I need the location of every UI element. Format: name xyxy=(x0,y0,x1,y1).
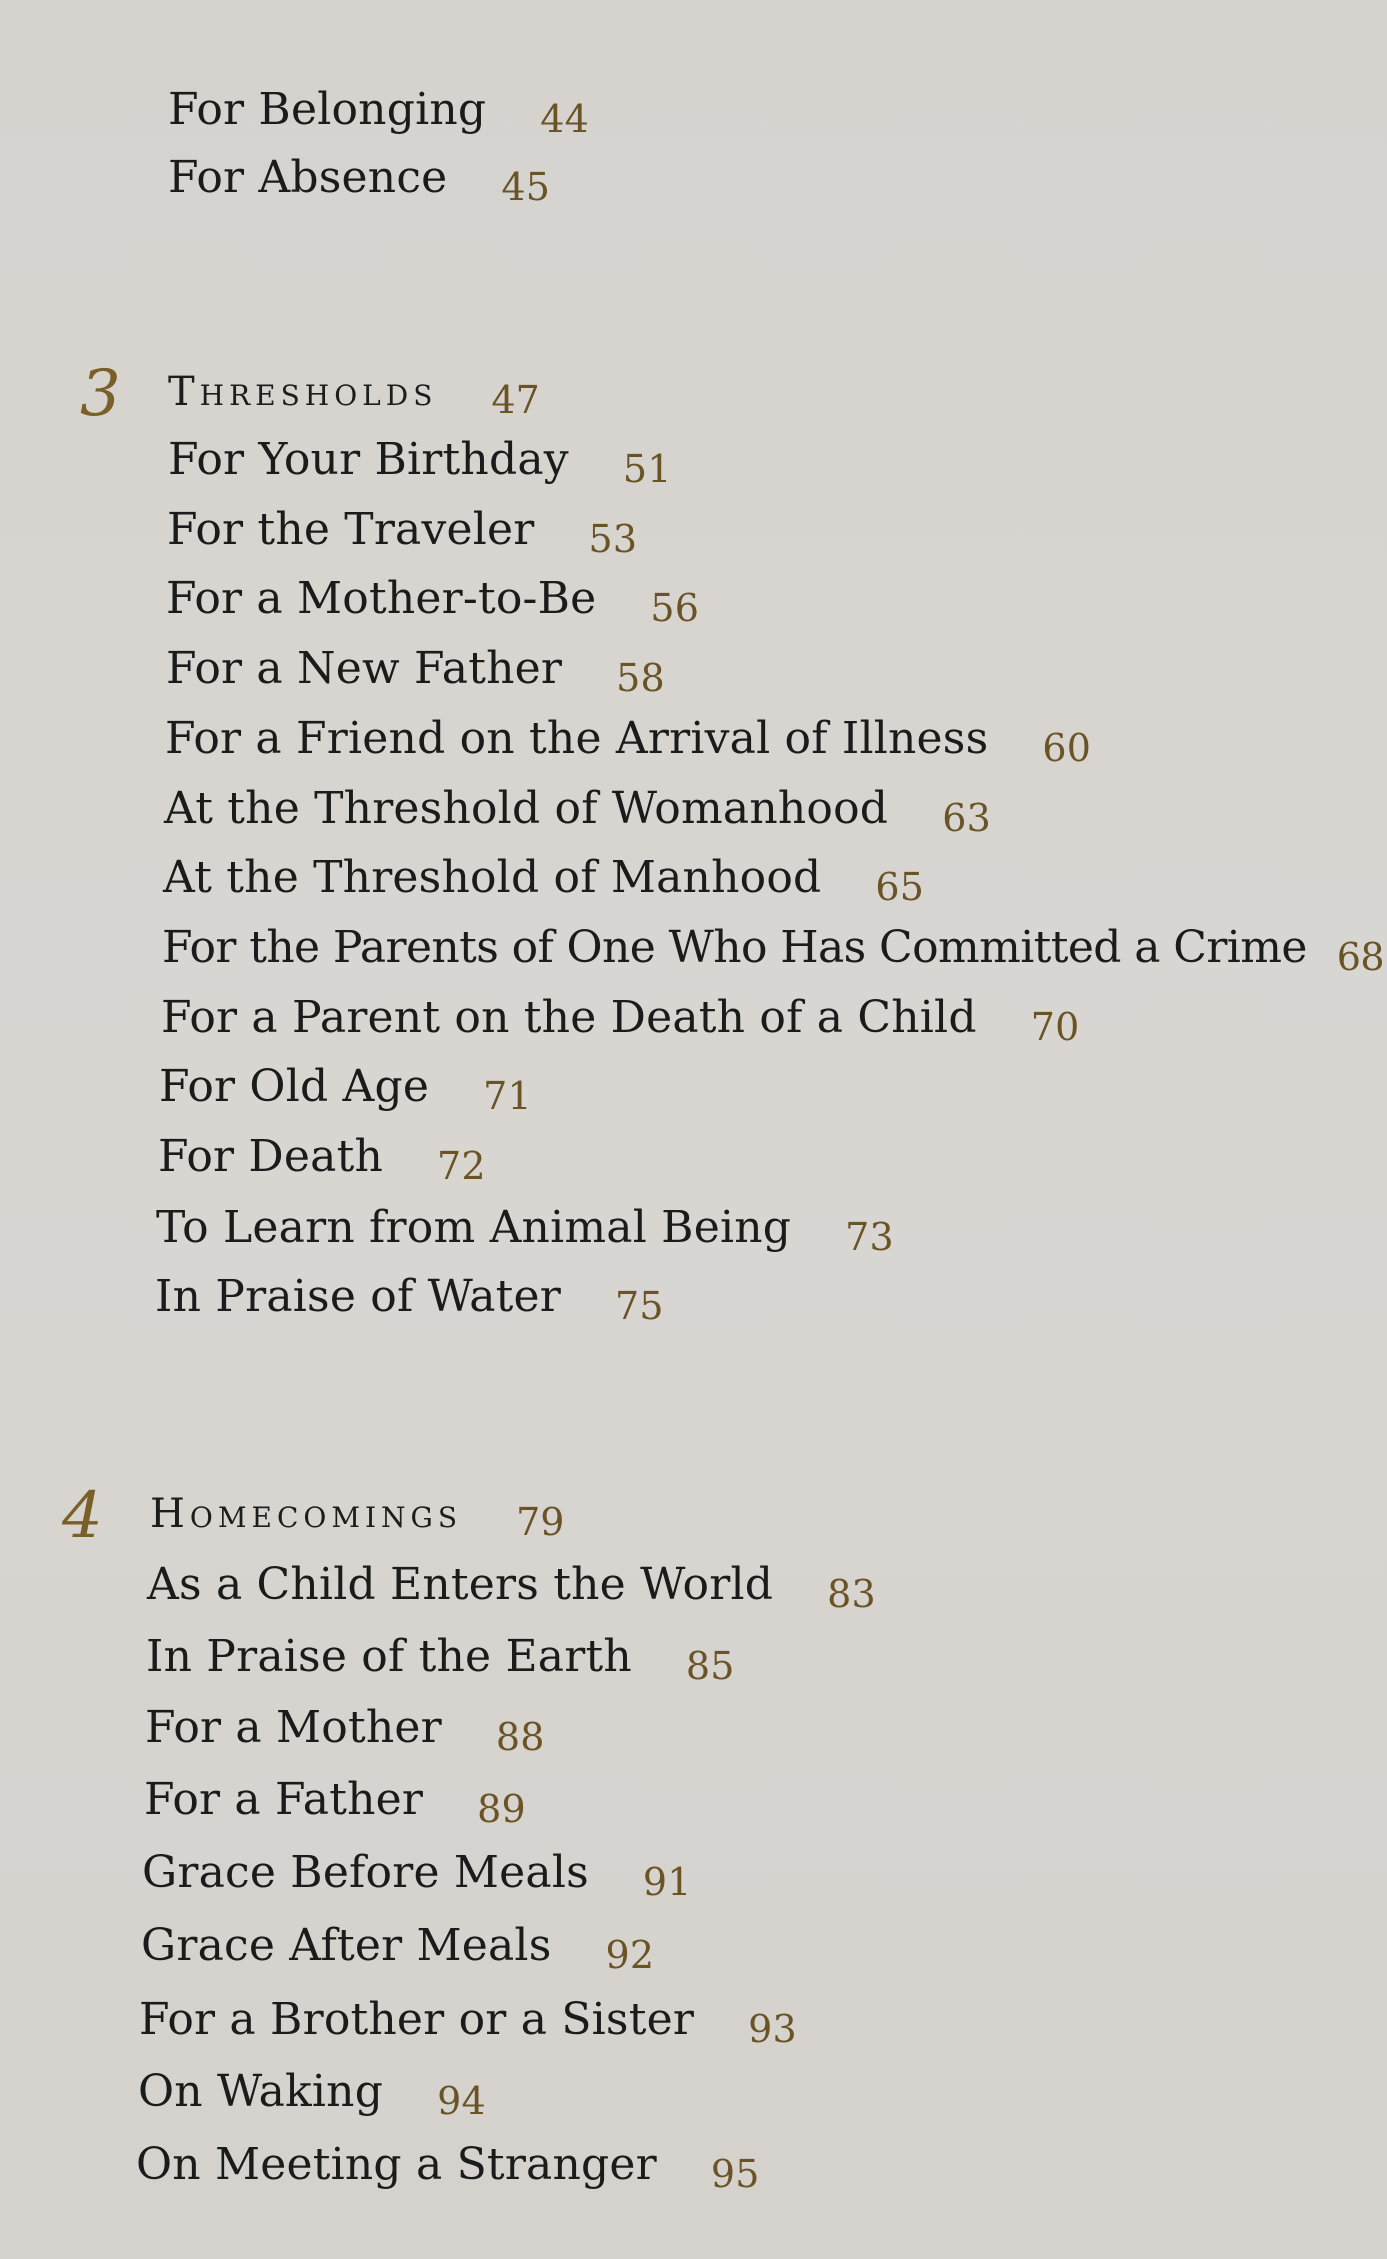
section-page-number: 79 xyxy=(516,1500,565,1544)
entry-title: For Your Birthday xyxy=(168,434,569,485)
entry-title: For a Mother xyxy=(145,1702,442,1753)
entry-title: At the Threshold of Manhood xyxy=(163,852,822,903)
section-heading-title: Homecomings xyxy=(150,1491,463,1537)
entry-page-number: 44 xyxy=(540,97,590,141)
entry-page-number: 89 xyxy=(477,1787,526,1831)
entry-page-number: 73 xyxy=(845,1215,894,1259)
toc-entry[interactable] xyxy=(142,1845,692,1902)
entry-page-number: 60 xyxy=(1042,726,1092,770)
toc-entry[interactable] xyxy=(144,1772,526,1829)
entry-title: To Learn from Animal Being xyxy=(156,1202,792,1253)
entry-title: For Old Age xyxy=(159,1061,430,1112)
entry-page-number: 56 xyxy=(650,586,700,630)
entry-title: Grace After Meals xyxy=(141,1920,552,1971)
toc-entry[interactable] xyxy=(159,1059,532,1116)
entry-title: For a Brother or a Sister xyxy=(139,1994,695,2045)
entry-page-number: 88 xyxy=(495,1715,545,1759)
entry-page-number: 58 xyxy=(616,656,665,700)
toc-entry[interactable] xyxy=(166,641,665,698)
toc-entry[interactable] xyxy=(167,502,637,559)
toc-entry[interactable] xyxy=(165,711,1091,768)
entry-title: For the Parents of One Who Has Committed a Crime xyxy=(162,922,1307,973)
toc-entry[interactable] xyxy=(162,920,1384,977)
toc-entry[interactable] xyxy=(141,1918,654,1975)
toc-entry[interactable] xyxy=(138,2064,486,2121)
entry-page-number: 83 xyxy=(827,1572,876,1616)
toc-entry[interactable] xyxy=(164,781,991,838)
toc-entry[interactable] xyxy=(166,571,699,628)
entry-title: On Waking xyxy=(138,2066,384,2117)
entry-page-number: 72 xyxy=(437,1144,486,1188)
toc-entry[interactable] xyxy=(147,1557,876,1614)
entry-page-number: 63 xyxy=(942,796,991,840)
section-heading[interactable] xyxy=(168,364,540,420)
entry-title: For Absence xyxy=(168,152,448,203)
toc-entry[interactable] xyxy=(168,150,550,207)
entry-title: As a Child Enters the World xyxy=(147,1559,774,1610)
entry-title: For a Friend on the Arrival of Illness xyxy=(165,713,989,764)
entry-page-number: 94 xyxy=(437,2079,486,2123)
toc-entry[interactable] xyxy=(161,990,1079,1047)
section-heading-title: Thresholds xyxy=(168,369,438,415)
section-heading[interactable] xyxy=(150,1486,564,1542)
toc-entry[interactable] xyxy=(168,432,672,489)
entry-title: In Praise of the Earth xyxy=(146,1631,632,1682)
entry-title: Grace Before Meals xyxy=(142,1847,589,1898)
toc-entry[interactable] xyxy=(139,1992,797,2049)
toc-entry[interactable] xyxy=(163,850,924,907)
section-number: 3 xyxy=(80,357,121,431)
entry-page-number: 92 xyxy=(605,1933,655,1977)
entry-page-number: 65 xyxy=(875,865,925,909)
section-number: 4 xyxy=(62,1479,103,1553)
entry-title: On Meeting a Stranger xyxy=(136,2139,657,2190)
entry-page-number: 95 xyxy=(710,2152,760,2196)
entry-title: For Death xyxy=(158,1131,384,1182)
entry-title: For a Father xyxy=(144,1774,424,1825)
toc-entry[interactable] xyxy=(156,1200,894,1257)
entry-page-number: 71 xyxy=(483,1074,532,1118)
entry-title: For a New Father xyxy=(166,643,563,694)
entry-page-number: 93 xyxy=(748,2007,797,2051)
toc-entry[interactable] xyxy=(136,2137,760,2194)
section-page-number: 47 xyxy=(491,378,540,422)
entry-title: In Praise of Water xyxy=(155,1271,562,1322)
entry-page-number: 45 xyxy=(501,165,551,209)
entry-title: For a Mother-to-Be xyxy=(166,573,597,624)
entry-title: For Belonging xyxy=(168,84,487,135)
entry-page-number: 85 xyxy=(685,1644,735,1688)
entry-page-number: 70 xyxy=(1030,1005,1080,1049)
entry-title: At the Threshold of Womanhood xyxy=(164,783,889,834)
entry-page-number: 68 xyxy=(1336,935,1384,979)
toc-entry[interactable] xyxy=(145,1700,545,1757)
toc-entry[interactable] xyxy=(158,1129,486,1186)
toc-entry[interactable] xyxy=(168,82,589,139)
entry-title: For a Parent on the Death of a Child xyxy=(161,992,977,1043)
entry-page-number: 91 xyxy=(642,1860,692,1904)
entry-page-number: 53 xyxy=(588,517,638,561)
entry-page-number: 51 xyxy=(622,447,672,491)
entry-page-number: 75 xyxy=(615,1284,664,1328)
toc-entry[interactable] xyxy=(146,1629,735,1686)
toc-entry[interactable] xyxy=(155,1269,664,1326)
entry-title: For the Traveler xyxy=(167,504,535,555)
